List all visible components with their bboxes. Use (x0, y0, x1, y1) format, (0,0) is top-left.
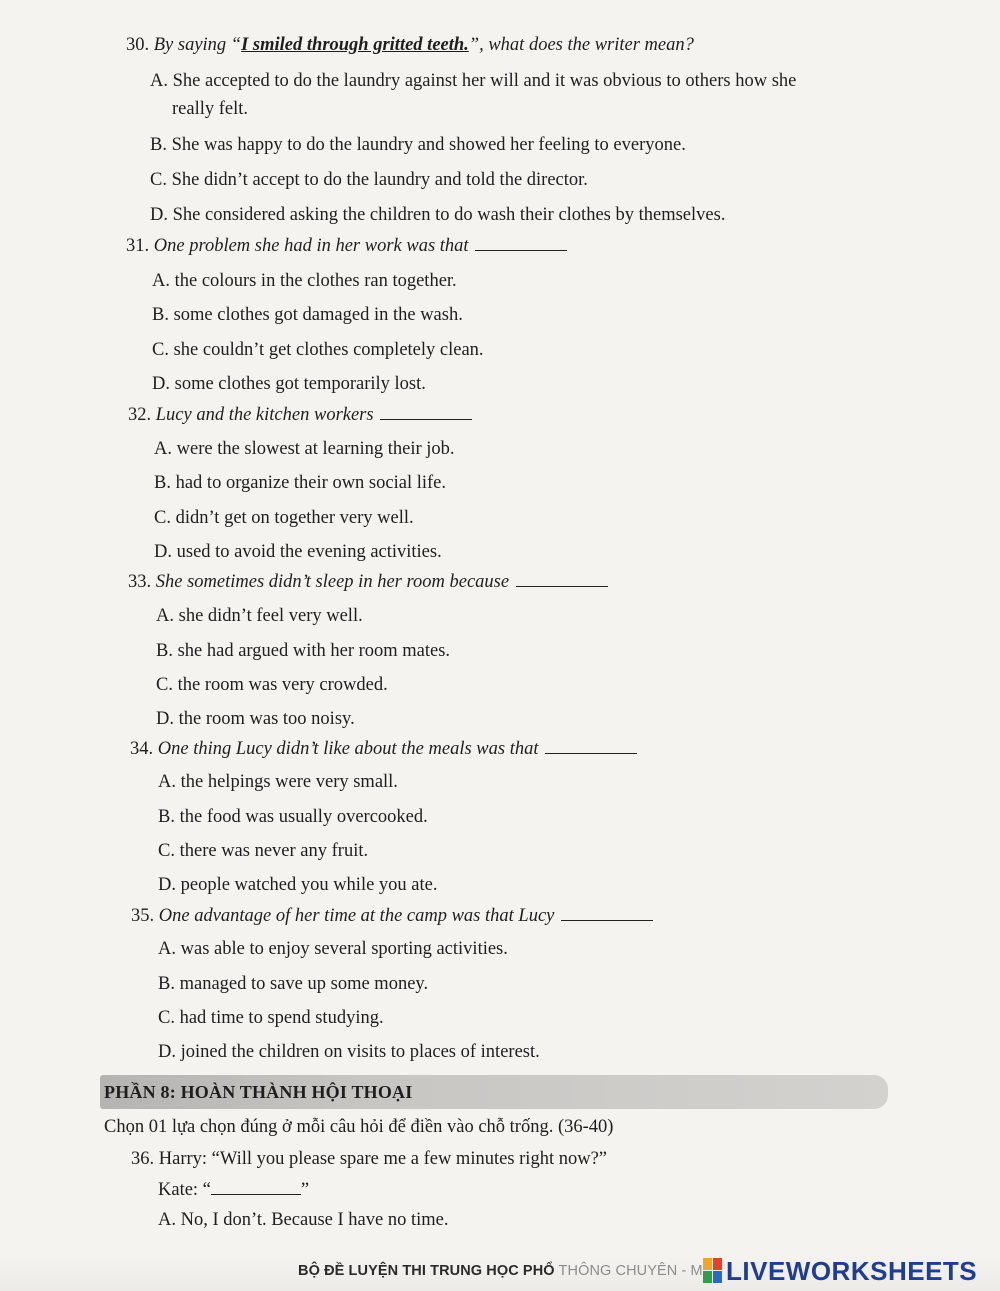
option-33-c[interactable]: C. the room was very crowded. (156, 675, 388, 695)
option-35-b[interactable]: B. managed to save up some money. (158, 974, 429, 994)
option-32-d[interactable]: D. used to avoid the evening activities. (154, 542, 442, 562)
option-30-c[interactable]: C. She didn’t accept to do the laundry and told the director. (150, 170, 588, 190)
question-30-prompt: 30. By saying “I smiled through gritted teeth.”, what does the writer mean? (126, 35, 694, 55)
option-31-c[interactable]: C. she couldn’t get clothes completely clean. (152, 340, 484, 360)
option-30-b[interactable]: B. She was happy to do the laundry and showed her feeling to everyone. (150, 135, 686, 155)
quoted-phrase: I smiled through gritted teeth. (241, 35, 469, 55)
option-31-b[interactable]: B. some clothes got damaged in the wash. (152, 305, 463, 325)
option-30-a-continuation: really felt. (172, 99, 249, 119)
option-30-d[interactable]: D. She considered asking the children to do wash their clothes by themselves. (150, 205, 726, 225)
section-instruction: Chọn 01 lựa chọn đúng ở mỗi câu hỏi để điền vào chỗ trống. (36-40) (104, 1117, 614, 1137)
question-36-line1: 36. Harry: “Will you please spare me a few minutes right now?” (131, 1149, 607, 1169)
answer-blank[interactable] (211, 1193, 301, 1195)
answer-blank[interactable] (380, 418, 472, 420)
option-35-d[interactable]: D. joined the children on visits to places of interest. (158, 1042, 540, 1062)
option-34-c[interactable]: C. there was never any fruit. (158, 841, 369, 861)
footer-book-title: BỘ ĐỀ LUYỆN THI TRUNG HỌC PHỔ THÔNG CHUYÊN - M (298, 1263, 703, 1279)
answer-blank[interactable] (475, 249, 567, 251)
option-30-a[interactable]: A. She accepted to do the laundry against her will and it was obvious to others how she (150, 71, 797, 91)
option-35-c[interactable]: C. had time to spend studying. (158, 1008, 384, 1028)
question-34-prompt: 34. One thing Lucy didn’t like about the meals was that (130, 739, 637, 760)
question-number: 30. (126, 35, 150, 55)
answer-blank[interactable] (516, 585, 608, 587)
option-34-a[interactable]: A. the helpings were very small. (158, 772, 398, 792)
option-35-a[interactable]: A. was able to enjoy several sporting activities. (158, 939, 508, 959)
option-34-d[interactable]: D. people watched you while you ate. (158, 875, 438, 895)
option-34-b[interactable]: B. the food was usually overcooked. (158, 807, 428, 827)
liveworksheets-logo-icon (703, 1258, 723, 1284)
option-33-a[interactable]: A. she didn’t feel very well. (156, 606, 363, 626)
option-31-a[interactable]: A. the colours in the clothes ran together. (152, 271, 457, 291)
question-35-prompt: 35. One advantage of her time at the camp was that Lucy (131, 906, 653, 927)
option-32-a[interactable]: A. were the slowest at learning their job. (154, 439, 455, 459)
option-32-b[interactable]: B. had to organize their own social life. (154, 473, 446, 493)
answer-blank[interactable] (545, 752, 637, 754)
question-31-prompt: 31. One problem she had in her work was that (126, 236, 567, 257)
question-36-line2: Kate: “ ” (158, 1180, 310, 1200)
option-33-b[interactable]: B. she had argued with her room mates. (156, 641, 451, 661)
option-36-a[interactable]: A. No, I don’t. Because I have no time. (158, 1210, 449, 1230)
option-33-d[interactable]: D. the room was too noisy. (156, 709, 355, 729)
option-32-c[interactable]: C. didn’t get on together very well. (154, 508, 414, 528)
question-32-prompt: 32. Lucy and the kitchen workers (128, 405, 472, 426)
answer-blank[interactable] (561, 919, 653, 921)
section-title: PHẦN 8: HOÀN THÀNH HỘI THOẠI (104, 1082, 413, 1102)
option-31-d[interactable]: D. some clothes got temporarily lost. (152, 374, 426, 394)
question-33-prompt: 33. She sometimes didn’t sleep in her room because (128, 572, 608, 593)
liveworksheets-watermark: LIVEWORKSHEETS (726, 1256, 978, 1286)
